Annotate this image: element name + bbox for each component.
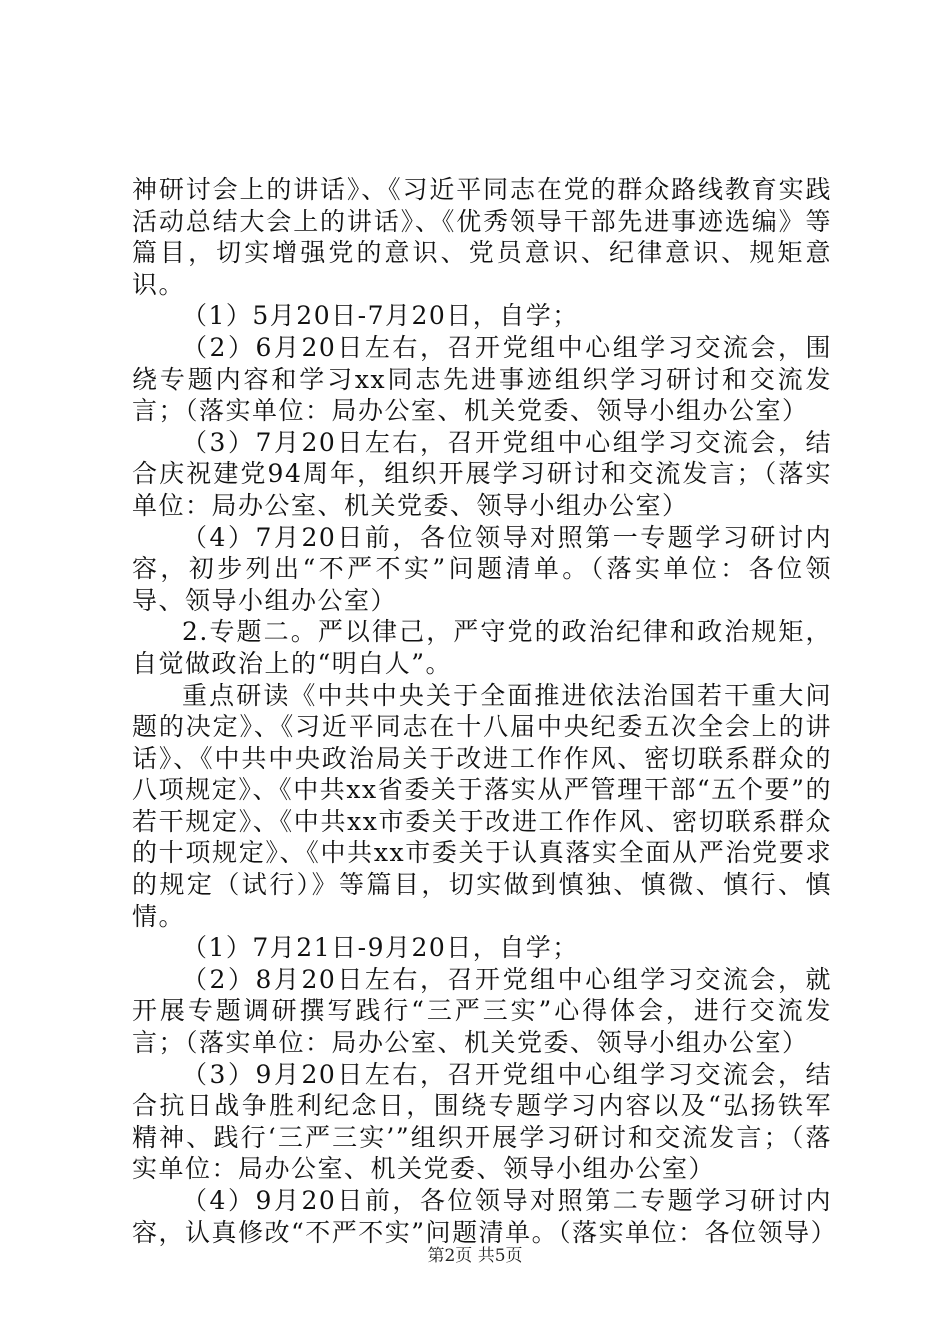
paragraph-item: （2）6月20日左右，召开党组中心组学习交流会，围绕专题内容和学习xx同志先进事迹组织学习研讨和交流发言；（落实单位：局办公室、机关党委、领导小组办公室） — [132, 332, 832, 426]
paragraph-item: （2）8月20日左右，召开党组中心组学习交流会，就开展专题调研撰写践行“三严三实”心得体会，进行交流发言；（落实单位：局办公室、机关党委、领导小组办公室） — [132, 964, 832, 1058]
paragraph-item: （3）7月20日左右，召开党组中心组学习交流会，结合庆祝建党94周年，组织开展学习研讨和交流发言；（落实单位：局办公室、机关党委、领导小组办公室） — [132, 427, 832, 520]
paragraph-item: （3）9月20日左右，召开党组中心组学习交流会，结合抗日战争胜利纪念日，围绕专题学习内容以及“弘扬铁军精神、践行‘三严三实’”组织开展学习研讨和交流发言；（落实单位：局办公室、机关党委、领导小组办公室） — [132, 1059, 832, 1184]
paragraph-continuation: 神研讨会上的讲话》、《习近平同志在党的群众路线教育实践活动总结大会上的讲话》、《优秀领导干部先进事迹选编》等篇目，切实增强党的意识、党员意识、纪律意识、规矩意识。 — [132, 175, 832, 299]
page-number-footer: 第2页 共5页 — [427, 1246, 523, 1266]
section-heading: 2.专题二。严以律己，严守党的政治纪律和政治规矩，自觉做政治上的“明白人”。 — [132, 617, 832, 678]
paragraph-item: （1）5月20日-7月20日，自学； — [182, 301, 579, 331]
paragraph-reading-list: 重点研读《中共中央关于全面推进依法治国若干重大问题的决定》、《习近平同志在十八届中央纪委五次全会上的讲话》、《中共中央政治局关于改进工作作风、密切联系群众的八项规定》、《中共xx省委关于落实从严管理干部“五个要”的若干规定》、《中共xx市委关于改进工作作风、密切联系群众的十项规定》、《中共xx市委关于认真落实全面从严治党要求的规定（试行）》等篇目，切实做到慎独、慎微、慎行、慎情。 — [132, 680, 832, 931]
paragraph-item: （4）7月20日前，各位领导对照第一专题学习研讨内容，初步列出“不严不实”问题清单。（落实单位：各位领导、领导小组办公室） — [132, 522, 832, 615]
paragraph-item: （4）9月20日前，各位领导对照第二专题学习研讨内容，认真修改“不严不实”问题清单。（落实单位：各位领导） — [132, 1186, 838, 1247]
document-body — [132, 174, 838, 1248]
paragraph-item: （1）7月21日-9月20日，自学； — [182, 933, 579, 963]
